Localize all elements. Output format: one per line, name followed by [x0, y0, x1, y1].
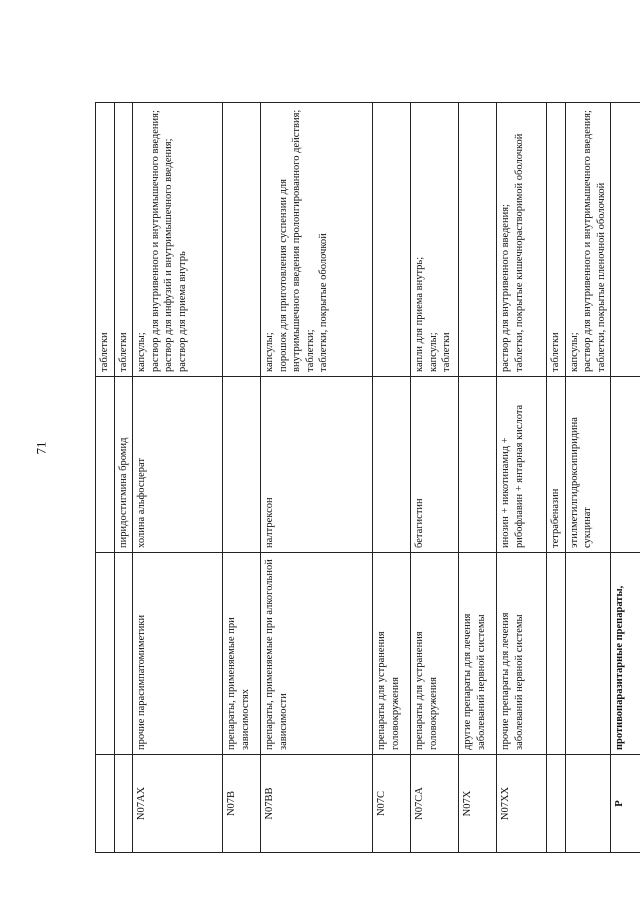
substance-cell: [96, 377, 115, 553]
dosage-form-line: капсулы;: [136, 332, 147, 372]
substance-cell: налтрексон: [261, 377, 373, 553]
atc-code-cell: N07XX: [497, 755, 547, 853]
dosage-form-line: порошок для приготовления суспензии для внутримышечного введения пролонгированного действия;: [277, 109, 302, 372]
table-row: [565, 103, 611, 853]
substance-cell: [459, 377, 497, 553]
dosage-form-line: раствор для инфузий и внутримышечного введения;: [163, 138, 174, 372]
group-name-cell: препараты, применяемые при зависимостях: [223, 553, 261, 755]
dosage-form-line: капсулы;: [264, 332, 275, 372]
group-name-cell: препараты для устранения головокружения: [373, 553, 411, 755]
table-row: [611, 103, 640, 853]
atc-code-cell: [114, 755, 133, 853]
dosage-forms-cell: [497, 103, 547, 377]
table-row: [133, 103, 223, 853]
dosage-form-line: таблетки, покрытые кишечнорастворимой оболочкой: [513, 133, 525, 372]
table-row: [114, 103, 133, 853]
substance-cell: инозин + никотинамид + рибофлавин + янтарная кислота: [497, 377, 547, 553]
atc-code-cell: [547, 755, 566, 853]
group-name-cell: [547, 553, 566, 755]
dosage-form-line: капсулы;: [568, 332, 580, 372]
substance-cell: [373, 377, 411, 553]
dosage-forms-cell: [411, 103, 459, 377]
group-name-cell: препараты, применяемые при алкогольной зависимости: [261, 553, 373, 755]
dosage-form-line: капсулы;: [427, 332, 439, 372]
atc-code-cell: N07CA: [411, 755, 459, 853]
group-name-cell: препараты для устранения головокружения: [411, 553, 459, 755]
substance-cell: пиридостигмина бромид: [114, 377, 133, 553]
dosage-form-line: капли для приема внутрь;: [414, 256, 425, 372]
dosage-forms-cell: [261, 103, 373, 377]
dosage-forms-cell: [611, 103, 640, 377]
table-row: [223, 103, 261, 853]
dosage-forms-cell: [547, 103, 566, 377]
substance-cell: бетагистин: [411, 377, 459, 553]
drug-classification-table: [95, 102, 640, 853]
dosage-form-line: раствор для внутривенного и внутримышечного введения;: [582, 110, 593, 372]
table-row: [96, 103, 115, 853]
group-name-cell: прочие парасимпатомиметики: [133, 553, 223, 755]
table-row: [261, 103, 373, 853]
dosage-form-line: таблетки, покрытые оболочкой: [318, 233, 329, 372]
dosage-forms-cell: [96, 103, 115, 377]
substance-cell: [611, 377, 640, 553]
substance-cell: тетрабеназин: [547, 377, 566, 553]
dosage-form-line: таблетки, покрытые пленочной оболочкой: [595, 182, 607, 372]
atc-code-cell: N07BB: [261, 755, 373, 853]
dosage-form-line: раствор для внутривенного и внутримышечного введения;: [149, 110, 161, 372]
dosage-forms-cell: [459, 103, 497, 377]
table-row: [547, 103, 566, 853]
table-row: [373, 103, 411, 853]
group-name-cell: [96, 553, 115, 755]
dosage-forms-cell: [373, 103, 411, 377]
group-name-cell: [114, 553, 133, 755]
substance-cell: холина альфосцерат: [133, 377, 223, 553]
table-row: [497, 103, 547, 853]
dosage-forms-cell: [114, 103, 133, 377]
dosage-forms-cell: [223, 103, 261, 377]
dosage-form-line: раствор для приема внутрь: [176, 251, 188, 372]
atc-code-cell: N07AX: [133, 755, 223, 853]
table-row: [459, 103, 497, 853]
dosage-form-line: таблетки: [117, 332, 129, 372]
dosage-forms-cell: [565, 103, 611, 377]
dosage-form-line: таблетки;: [304, 329, 316, 372]
substance-cell: этилметилгидроксипиридина сукцинат: [565, 377, 611, 553]
dosage-form-line: таблетки: [550, 332, 561, 372]
atc-code-cell: [96, 755, 115, 853]
dosage-forms-cell: [133, 103, 223, 377]
atc-code-cell: N07C: [373, 755, 411, 853]
atc-code-cell: [565, 755, 611, 853]
atc-code-cell: N07B: [223, 755, 261, 853]
substance-cell: [223, 377, 261, 553]
group-name-cell: другие препараты для лечения заболеваний нервной системы: [459, 553, 497, 755]
group-name-cell: противопаразитарные препараты,: [611, 553, 640, 755]
group-name-cell: [565, 553, 611, 755]
rotated-table-container: [95, 103, 625, 853]
dosage-form-line: таблетки: [441, 332, 452, 372]
group-name-cell: прочие препараты для лечения заболеваний нервной системы: [497, 553, 547, 755]
dosage-form-line: раствор для внутривенного введения;: [500, 204, 511, 372]
table-row: [411, 103, 459, 853]
page-number: 71: [33, 441, 49, 455]
atc-code-cell: P: [611, 755, 640, 853]
atc-code-cell: N07X: [459, 755, 497, 853]
dosage-form-line: таблетки: [99, 332, 110, 372]
